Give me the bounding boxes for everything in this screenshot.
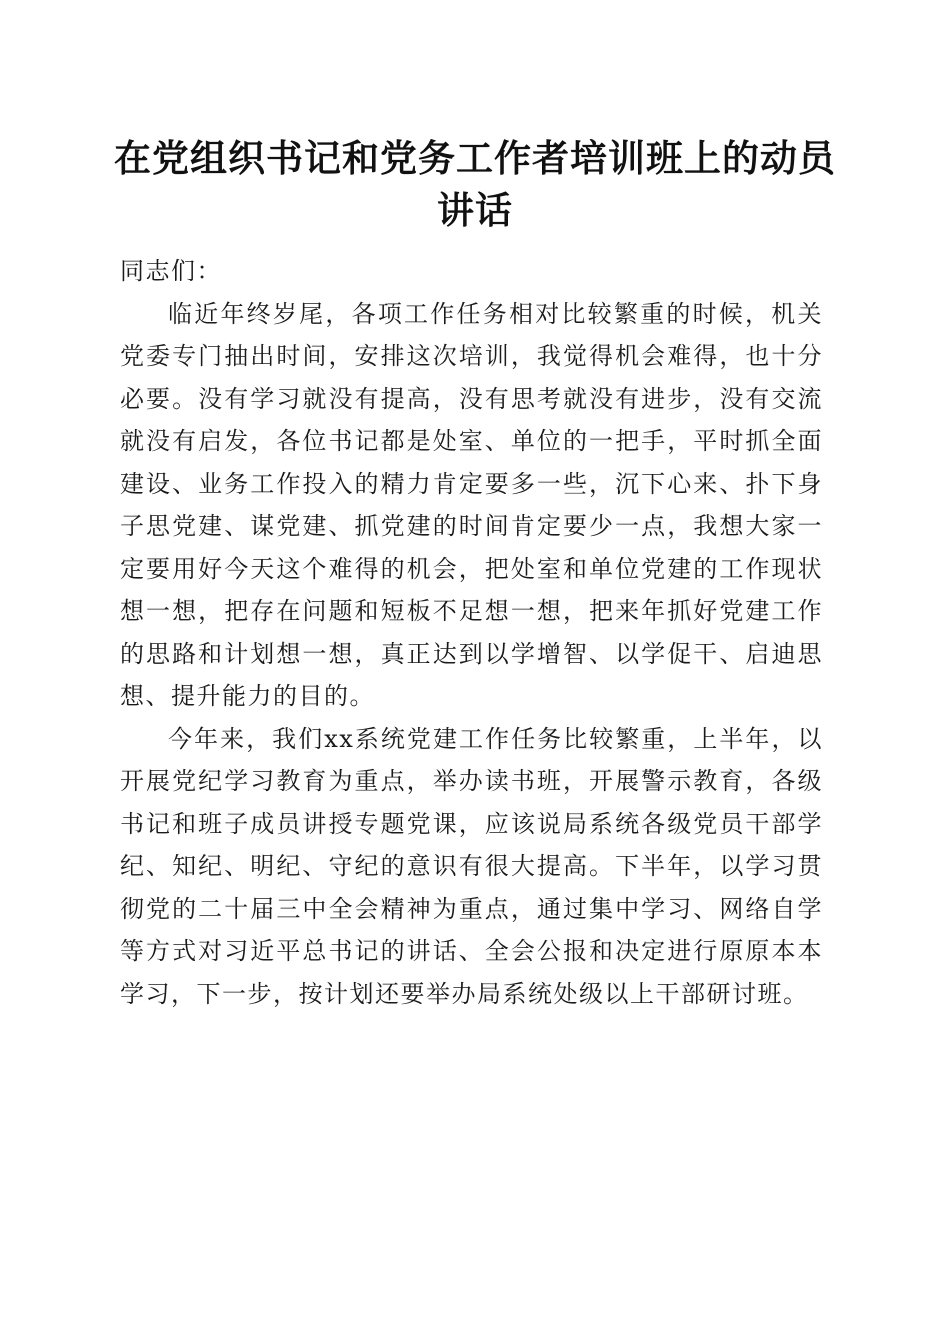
document-body [120,250,823,1015]
paragraph-1: 临近年终岁尾，各项工作任务相对比较繁重的时候，机关党委专门抽出时间，安排这次培训，我觉得机会难得，也十分必要。没有学习就没有提高，没有思考就没有进步，没有交流就没有启发，各位书记都是处室、单位的一把手，平时抓全面建设、业务工作投入的精力肯定要多一些，沉下心来、扑下身子思党建、谋党建、抓党建的时间肯定要少一点，我想大家一定要用好今天这个难得的机会，把处室和单位党建的工作现状想一想，把存在问题和短板不足想一想，把来年抓好党建工作的思路和计划想一想，真正达到以学增智、以学促干、启迪思想、提升能力的目的。 [120,299,823,710]
paragraph-2: 今年来，我们xx系统党建工作任务比较繁重，上半年，以开展党纪学习教育为重点，举办读书班，开展警示教育，各级书记和班子成员讲授专题党课，应该说局系统各级党员干部学纪、知纪、明纪、守纪的意识有很大提高。下半年，以学习贯彻党的二十届三中全会精神为重点，通过集中学习、网络自学等方式对习近平总书记的讲话、全会公报和决定进行原原本本学习，下一步，按计划还要举办局系统处级以上干部研讨班。 [120,724,823,1008]
salutation: 同志们： [120,257,222,285]
document-title: 在党组织书记和党务工作者培训班上的动员讲话 [114,136,836,232]
